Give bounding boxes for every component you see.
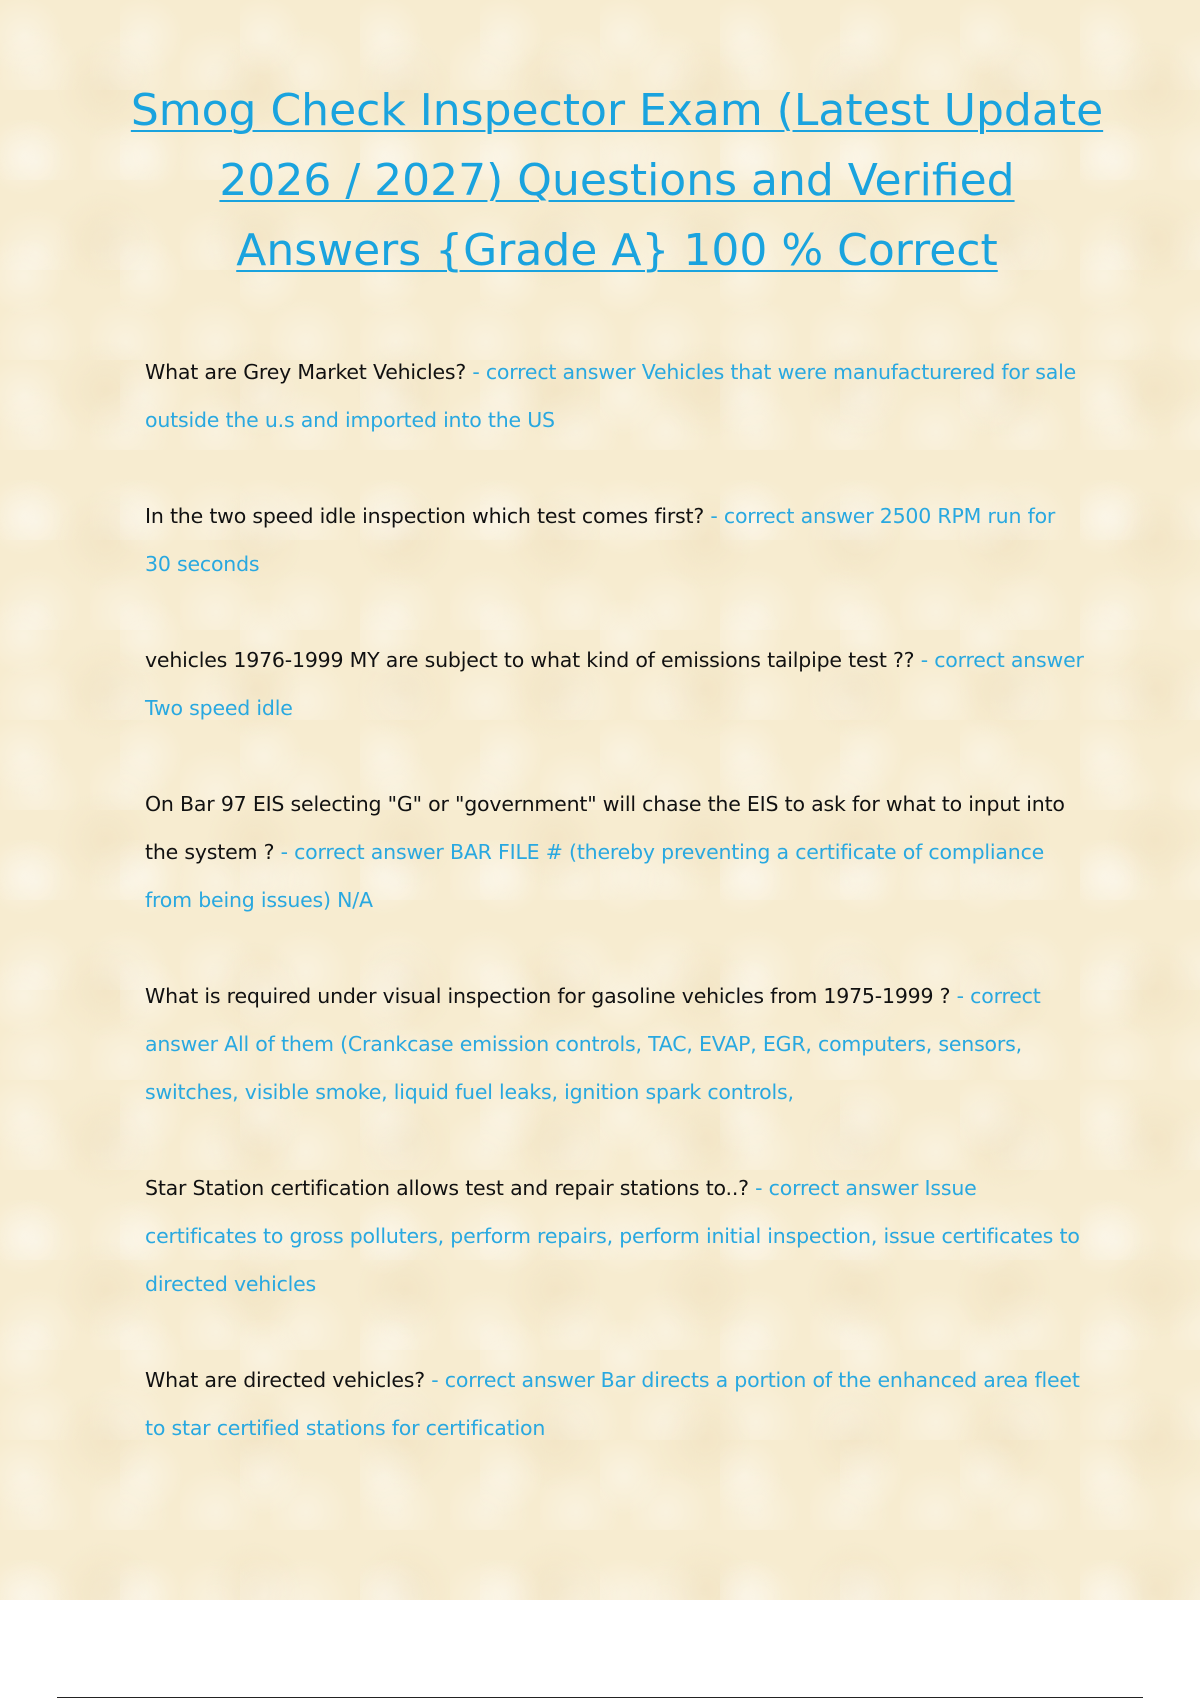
qa-item-1: [145, 348, 1085, 444]
answer-text: Vehicles that were manufacturered for sale outside the u.s and imported into the US: [145, 360, 1077, 432]
document-title: Smog Check Inspector Exam (Latest Update 2026 / 2027) Questions and Verified Answers {Grade A} 100 % Correct: [130, 85, 1104, 276]
answer-prefix: - correct answer: [748, 1176, 925, 1200]
answer-text: BAR FILE # (thereby preventing a certificate of compliance from being issues) N/A: [145, 840, 1045, 912]
question-text: Star Station certification allows test and repair stations to..?: [145, 1176, 749, 1200]
qa-item-4: [145, 780, 1085, 924]
question-text: In the two speed idle inspection which test comes first?: [145, 504, 705, 528]
qa-item-2: [145, 492, 1085, 588]
qa-list: [145, 348, 1085, 1500]
qa-item-3: [145, 636, 1085, 732]
footer-divider: [57, 1697, 1143, 1698]
answer-prefix: - correct answer: [704, 504, 880, 528]
qa-item-7: [145, 1356, 1085, 1452]
answer-prefix: - correct answer: [466, 360, 642, 384]
answer-text: Issue certificates to gross polluters, perform repairs, perform initial inspection, issue certificates to directed vehicles: [145, 1176, 1080, 1296]
answer-text: Bar directs a portion of the enhanced area fleet to star certified stations for certification: [145, 1368, 1080, 1440]
answer-prefix: - correct answer: [914, 648, 1084, 672]
question-text: What is required under visual inspection for gasoline vehicles from 1975-1999 ?: [145, 984, 951, 1008]
answer-text: Two speed idle: [145, 696, 293, 720]
answer-prefix: - correct answer: [145, 984, 1041, 1056]
answer-prefix: - correct answer: [274, 840, 450, 864]
question-text: vehicles 1976-1999 MY are subject to what kind of emissions tailpipe test ??: [145, 648, 915, 672]
question-text: What are Grey Market Vehicles?: [145, 360, 467, 384]
answer-prefix: - correct answer: [424, 1368, 601, 1392]
question-text: On Bar 97 EIS selecting "G" or "government" will chase the EIS to ask for what to input into the system ?: [145, 792, 1065, 864]
qa-item-6: [145, 1164, 1085, 1308]
answer-text: All of them (Crankcase emission controls, TAC, EVAP, EGR, computers, sensors, switches, visible smoke, liquid fuel leaks, ignition spark controls,: [145, 1032, 1022, 1104]
answer-text: 2500 RPM run for 30 seconds: [145, 504, 1056, 576]
question-text: What are directed vehicles?: [145, 1368, 425, 1392]
qa-item-5: [145, 972, 1085, 1116]
